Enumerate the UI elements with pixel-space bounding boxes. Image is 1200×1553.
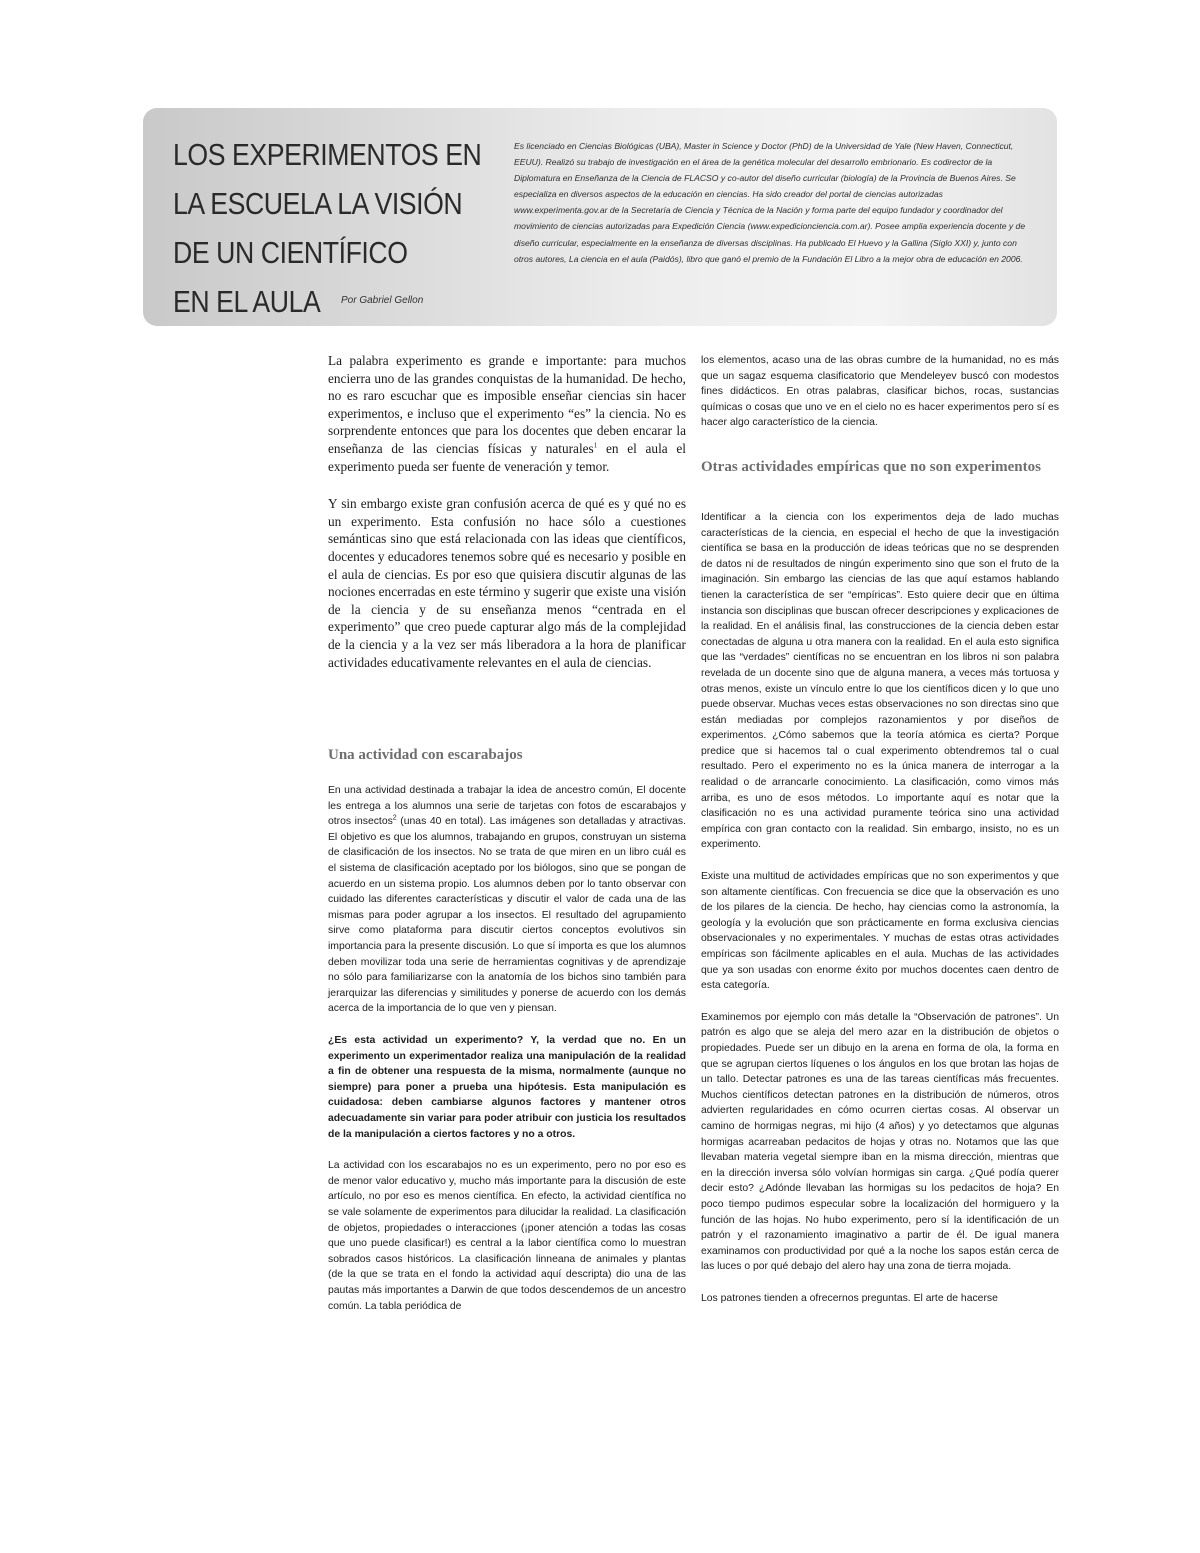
footnote-ref: 2 — [392, 814, 397, 822]
body-paragraph: Los patrones tienden a ofrecernos preguntas. El arte de hacerse — [701, 1292, 998, 1304]
body-paragraph: La actividad con los escarabajos no es un experimento, pero no por eso es de menor valor educativo y, mucho más importante para la discusión de este artículo, no por eso es menos científica. En efecto, la actividad científica no se vale solamente de experimentos para dilucidar la realidad. La clasificación de objetos, propiedades o interacciones (¡poner atención a todas las cosas que uno puede clasificar!) es central a la labor científica como lo muestran sobrados casos históricos. La clasificación linneana de animales y plantas (de la que se trata en el fondo la actividad aquí descripta) dio una de las pautas más importantes a Darwin de que todos descendemos de un ancestro común. La tabla periódica de — [328, 1160, 686, 1312]
article-header — [143, 108, 1057, 326]
footnote-ref: 1 — [593, 441, 598, 450]
body-paragraph: En una actividad destinada a trabajar la idea de ancestro común, El docente les entrega a los alumnos una serie de tarjetas con fotos de escarabajos y otros insectos$^2$ (unas 40 en total). Las imágenes son detalladas y atractivas. El objetivo es que los alumnos, trabajando en grupos, construyan un sistema de clasificación de los insectos. No se trata de que miren en un libro cuál es el sistema de clasificación aceptado por los biólogos, sino que se pongan de acuerdo en un sistema propio. Los alumnos deben por lo tanto observar con cuidado las diferentes características y discutir el valor de cada una de las mismas para poder agrupar a los insectos. El resultado del agrupamiento sirve como plataforma para discutir ciertos conceptos evolutivos sin importancia para la presente discusión. Lo que sí importa es que los alumnos deben movilizar toda una serie de herramientas cognitivas y de aprendizaje no sólo para familiarizarse con la anatomía de los bichos sino también para jerarquizar las diferencias y similitudes y ponerse de acuerdo con los demás acerca de la importancia de lo que ven y piensan. — [328, 785, 686, 1015]
title-line: EN EL AULA — [173, 284, 321, 319]
title-line: LA ESCUELA LA VISIÓN — [173, 186, 463, 221]
intro-paragraph: La palabra experimento es grande e importante: para muchos encierra uno de las grandes conquistas de la humanidad. De hecho, no es raro escuchar que es imposible enseñar ciencias sin hacer experimentos, e incluso que el experimento “es” la ciencia. No es sorprendente entonces que para los docentes que deben encarar la enseñanza de las ciencias físicas y naturales$^1$ en el aula el experimento pueda ser fuente de veneración y temor. — [328, 353, 686, 474]
highlighted-paragraph: ¿Es esta actividad un experimento? Y, la verdad que no. En un experimento un experimentador realiza una manipulación de la realidad a fin de obtener una respuesta de la misma, normalmente (aunque no siempre) para poner a prueba una hipótesis. Esta manipulación es cuidadosa: deben cambiarse algunos factores y mantener otros adecuadamente sin variar para poder atribuir con justicia los resultados de la manipulación a ciertos factores y no a otros. — [328, 1035, 686, 1140]
title-line: DE UN CIENTÍFICO — [173, 235, 408, 270]
title-line: LOS EXPERIMENTOS EN — [173, 137, 482, 172]
body-paragraph: Identificar a la ciencia con los experimentos deja de lado muchas características de la ciencia, en especial el hecho de que la investigación científica se basa en la producción de ideas teóricas que no se desprenden de datos ni de resultados de ningún experimento sino que son el fruto de la imaginación. Sin embargo las ciencias de las que aquí estamos hablando tienen la característica de ser “empíricas”. Esto quiere decir que en última instancia son disciplinas que buscan ofrecer descripciones y explicaciones de la realidad. En el análisis final, las construcciones de la ciencia deben estar conectadas de alguna u otra manera con la realidad. En el aula esto significa que las “verdades” científicas no se encuentran en los libros ni son palabra revelada de un docente sino que de alguna manera, a veces más tortuosa y otras menos, existe un vínculo entre lo que los científicos dicen y lo que uno puede observar. Muchas veces estas observaciones no son directas sino que están mediadas por complejos razonamientos y por diseños de experimentos. ¿Cómo sabemos que la teoría atómica es cierta? Porque predice que si hacemos tal o cual experimento obtendremos tal o cual resultado. Pero el experimento no es la única manera de interrogar a la realidad o de arrancarle conocimiento. La clasificación, como vimos más arriba, es uno de esos métodos. Lo importante aquí es notar que la clasificación no es una actividad puramente teórica sino una actividad empírica con gran contacto con la realidad. Sin embargo, insisto, no es un experimento. — [701, 511, 1059, 851]
section-heading: Una actividad con escarabajos — [328, 747, 523, 764]
author-bio: Es licenciado en Ciencias Biológicas (UBA), Master in Science y Doctor (PhD) de la Universidad de Yale (New Haven, Connecticut, EEUU). Realizó su trabajo de investigación en el área de la genética molecular del desarrollo embrionario. Es codirector de la Diplomatura en Enseñanza de la Ciencia de FLACSO y co-autor del diseño curricular (biología) de la Provincia de Buenos Aires. Se especializa en diversos aspectos de la educación en ciencias. Ha sido creador del portal de ciencias autorizadas www.experimenta.gov.ar de la Secretaría de Ciencia y Técnica de la Nación y forma parte del equipo fundador y coordinador del movimiento de ciencias autorizadas para Expedición Ciencia (www.expedicionciencia.com.ar). Posee amplia experiencia docente y de diseño curricular, especialmente en la enseñanza de diversas disciplinas. Ha publicado El Huevo y la Gallina (Siglo XXI) y, junto con otros autores, La ciencia en el aula (Paidós), libro que ganó el premio de la Fundación El Libro a la mejor obra de educación en 2006. — [514, 141, 1026, 264]
body-paragraph: Y sin embargo existe gran confusión acerca de qué es y qué no es un experimento. Esta confusión no hace sólo a cuestiones semánticas sino que está relacionada con las ideas que científicos, docentes y educadores tenemos sobre qué es necesario y posible en el aula de ciencias. Es por eso que quisiera discutir algunas de las nociones encerradas en este término y sugerir que existe una visión de la ciencia y de su enseñanza menos “centrada en el experimento” que creo puede capturar algo más de la complejidad de la ciencia y a la vez ser más liberadora a la hora de planificar actividades educativamente relevantes en el aula de ciencias. — [328, 496, 686, 670]
body-paragraph: los elementos, acaso una de las obras cumbre de la humanidad, no es más que un sagaz esquema clasificatorio que Mendeleyev buscó con modestos fines didácticos. En otras palabras, clasificar bichos, rocas, sustancias químicas o cosas que uno ve en el cielo no es hacer experimentos pero sí es hacer algo característico de la ciencia. — [701, 355, 1059, 429]
body-paragraph: Existe una multitud de actividades empíricas que no son experimentos y que son altamente científicas. Con frecuencia se dice que la observación es uno de los pilares de la ciencia. De hecho, hay ciencias como la astronomía, la geología y la evolución que son prácticamente en forma exclusiva ciencias observacionales y no experimentales. Y muchas de estas otras actividades empíricas son fácilmente aplicables en el aula. Muchas de las actividades que ya son usadas con enorme éxito por muchos docentes caen dentro de esta categoría. — [701, 871, 1059, 992]
section-heading: Otras actividades empíricas que no son experimentos — [701, 458, 1041, 475]
body-paragraph: Examinemos por ejemplo con más detalle la “Observación de patrones”. Un patrón es algo que se aleja del mero azar en la distribución de objetos o propiedades. Puede ser un dibujo en la arena en forma de ola, la forma en que se agrupan ciertos líquenes o los ángulos en los que brotan las hojas de un tallo. Detectar patrones es una de las tareas científicas más frecuentes. Muchos científicos detectan patrones en la distribución de números, otros advierten regularidades en cómo ocurren ciertas cosas. Al observar un camino de hormigas negras, mi hijo (4 años) y yo detectamos que algunas hormigas acarreaban pedacitos de hojas y otras no. Notamos que las que llevaban materia vegetal siempre iban en la misma dirección, mientras que en la dirección inversa sólo volvían hormigas sin carga. ¿Qué podía querer decir esto? ¿Adónde llevaban las hormigas su los pedacitos de hoja? En poco tiempo pudimos especular sobre la localización del hormiguero y la función de las hojas. No hubo experimento, pero sí la identificación de un patrón y el razonamiento imaginativo a partir de él. De igual manera examinamos con productividad por qué a la noche los sapos están cerca de las luces o por qué debajo del alero hay una zona de tierra mojada. — [701, 1011, 1059, 1273]
right-column — [701, 353, 1059, 1322]
author-byline: Por Gabriel Gellon — [341, 295, 424, 306]
left-column — [328, 352, 686, 1330]
